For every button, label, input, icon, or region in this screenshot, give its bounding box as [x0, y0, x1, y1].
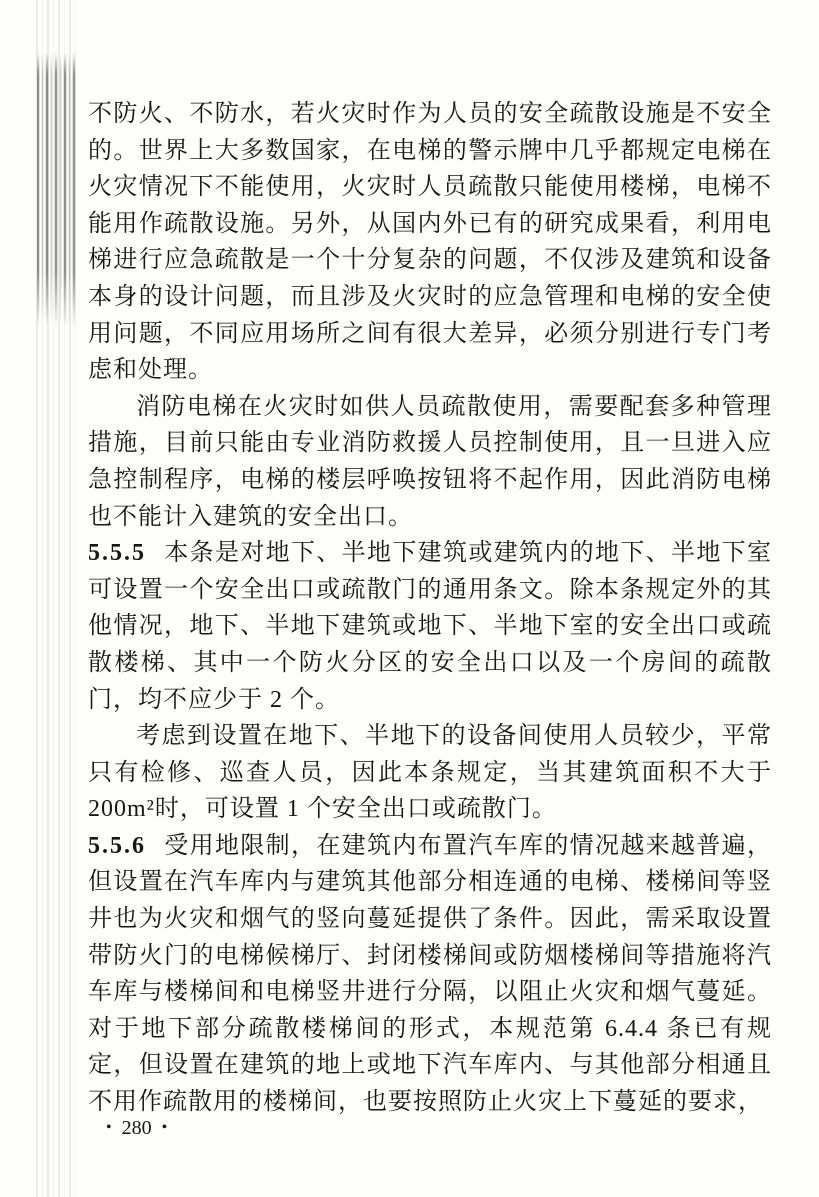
footer-left-dot: • — [106, 1119, 112, 1136]
footer-right-dot: • — [161, 1119, 168, 1136]
page-number: 280 — [121, 1117, 152, 1139]
page-body — [88, 96, 772, 1121]
clause-5-5-5-text: 本条是对地下、半地下建筑或建筑内的地下、半地下室可设置一个安全出口或疏散门的通用条文。除本条规定外的其他情况，地下、半地下建筑或地下、半地下室的安全出口或疏散楼梯、其中一个防火分区的安全出口以及一个房间的疏散门，均不应少于 2 个。 — [88, 540, 772, 713]
page-number-footer — [106, 1114, 167, 1142]
clause-5-5-6 — [88, 828, 772, 1121]
clause-number-5-5-6: 5.5.6 — [88, 832, 146, 859]
clause-number-5-5-5: 5.5.5 — [88, 540, 146, 567]
clause-5-5-5 — [88, 535, 772, 718]
paragraph-continuation: 不防火、不防水，若火灾时作为人员的安全疏散设施是不安全的。世界上大多数国家，在电梯的警示牌中几乎都规定电梯在火灾情况下不能使用，火灾时人员疏散只能使用楼梯，电梯不能用作疏散设施。另外，从国内外已有的研究成果看，利用电梯进行应急疏散是一个十分复杂的问题，不仅涉及建筑和设备本身的设计问题，而且涉及火灾时的应急管理和电梯的安全使用问题，不同应用场所之间有很大差异，必须分别进行专门考虑和处理。 — [88, 101, 772, 384]
clause-5-5-6-text: 受用地限制，在建筑内布置汽车库的情况越来越普遍，但设置在汽车库内与建筑其他部分相连通的电梯、楼梯间等竖井也为火灾和烟气的竖向蔓延提供了条件。因此，需采取设置带防火门的电梯候梯厅、封闭楼梯间或防烟楼梯间等措施将汽车库与楼梯间和电梯竖井进行分隔，以阻止火灾和烟气蔓延。对于地下部分疏散楼梯间的形式，本规范第 6.4.4 条已有规定，但设置在建筑的地上或地下汽车库内、与其他部分相通且不用作疏散用的楼梯间，也要按照防止火灾上下蔓延的要求， — [88, 832, 772, 1116]
scan-streak-artifact-dark — [37, 52, 77, 327]
paragraph-basement-equipment-room: 考虑到设置在地下、半地下的设备间使用人员较少，平常只有检修、巡查人员，因此本条规定，当其建筑面积不大于 200m²时，可设置 1 个安全出口或疏散门。 — [88, 723, 772, 823]
paragraph-fire-elevator: 消防电梯在火灾时如供人员疏散使用，需要配套多种管理措施，目前只能由专业消防救援人员控制使用，且一旦进入应急控制程序，电梯的楼层呼唤按钮将不起作用，因此消防电梯也不能计入建筑的安全出口。 — [88, 393, 772, 530]
